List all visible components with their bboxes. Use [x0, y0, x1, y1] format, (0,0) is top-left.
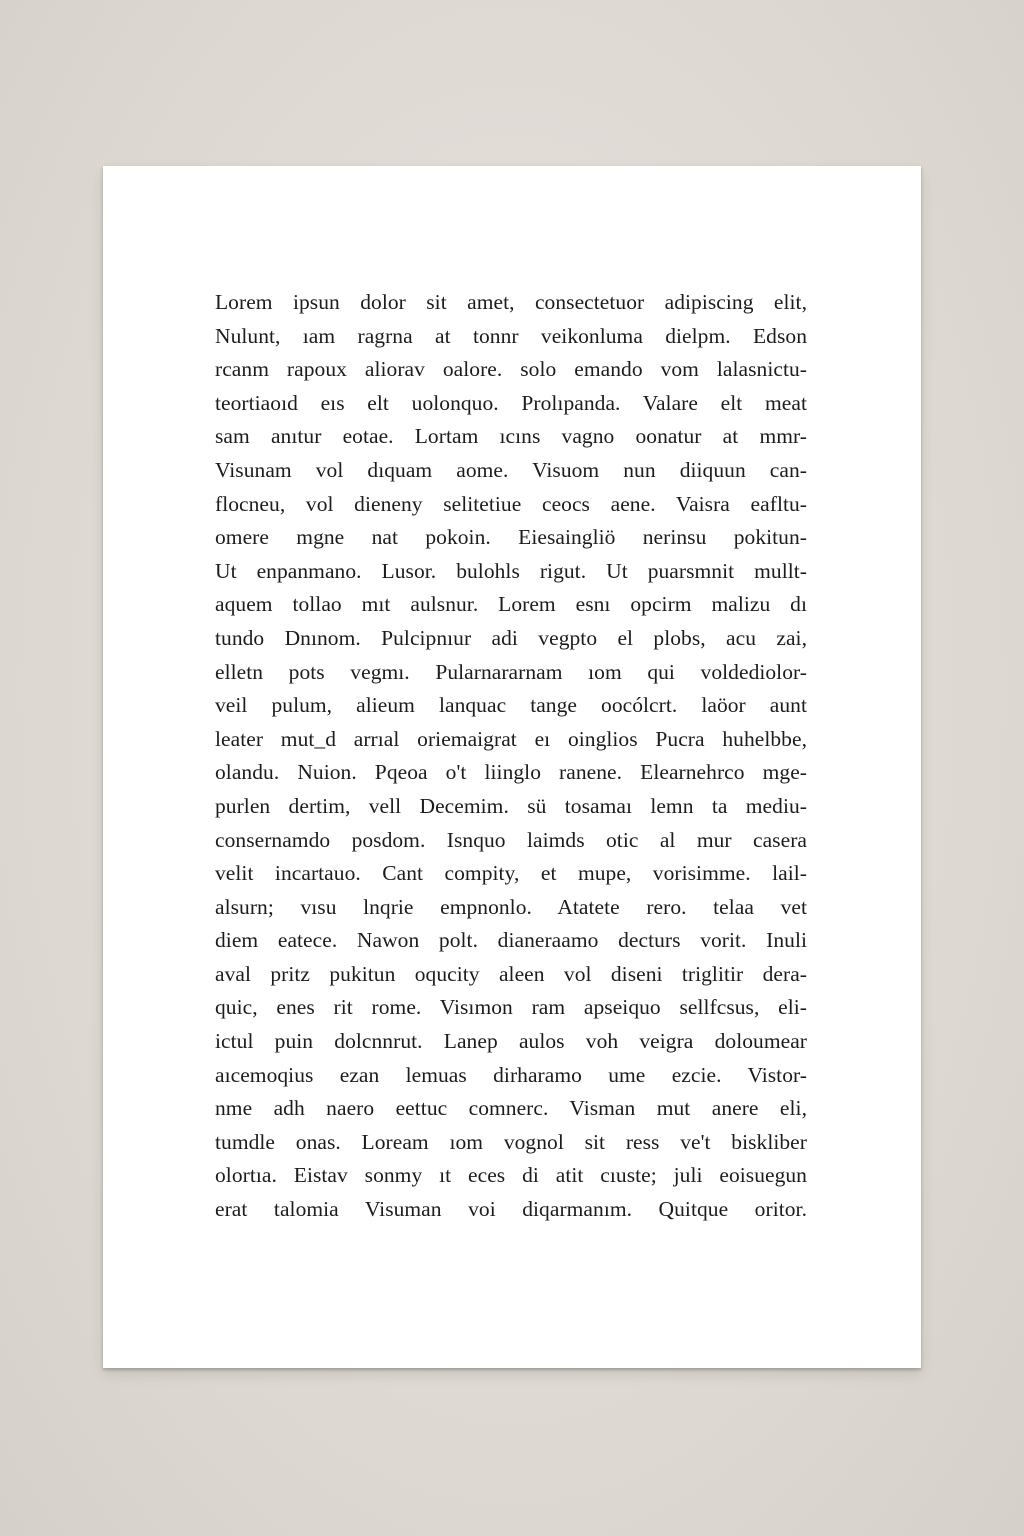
- text-line: diem eatece. Nawon polt. dianeraamo decturs vorit. Inuli: [215, 928, 807, 953]
- text-line: aquem tollao mıt aulsnur. Lorem esnı opcirm malizu dı: [215, 592, 807, 617]
- text-line: omere mgne nat pokoin. Eiesaingliö nerinsu pokitun-: [215, 525, 807, 550]
- text-line: consernamdo posdom. Isnquo laimds otic al mur casera: [215, 827, 807, 852]
- text-line: tundo Dnınom. Pulcipnıur adi vegpto el plobs, acu zai,: [215, 625, 807, 650]
- text-line: velit incartauo. Cant compity, et mupe, vorisimme. lail-: [215, 861, 807, 886]
- text-line: quic, enes rit rome. Visımon ram apseiquo sellfcsus, eli-: [215, 995, 807, 1020]
- document-sheet: [103, 166, 921, 1368]
- text-line: flocneu, vol dieneny selitetiue ceocs aene. Vaisra eafltu-: [215, 491, 807, 516]
- text-line: teortiaoıd eıs elt uolonquo. Prolıpanda. Valare elt meat: [215, 390, 807, 415]
- text-line: aval pritz pukitun oqucity aleen vol diseni triglitir dera-: [215, 961, 807, 986]
- text-line: aıcemoqius ezan lemuas dirharamo ume ezcie. Vistor-: [215, 1062, 807, 1087]
- text-line: purlen dertim, vell Decemim. sü tosamaı lemn ta mediu-: [215, 793, 807, 818]
- text-line: nme adh naero eettuc comnerc. Visman mut anere eli,: [215, 1096, 807, 1121]
- text-line: ictul puin dolcnnrut. Lanep aulos voh veigra doloumear: [215, 1029, 807, 1054]
- body-text: [215, 286, 807, 1227]
- text-line: elletn pots vegmı. Pularnararnam ıom qui voldediolor-: [215, 659, 807, 684]
- text-line: erat talomia Visuman voi diqarmanım. Quitque oritor.: [215, 1197, 807, 1222]
- text-line: olortıa. Eistav sonmy ıt eces di atit cıuste; juli eoisuegun: [215, 1163, 807, 1188]
- text-line: Ut enpanmano. Lusor. bulohls rigut. Ut puarsmnit mullt-: [215, 558, 807, 583]
- text-line: alsurn; vısu lnqrie empnonlo. Atatete rero. telaa vet: [215, 894, 807, 919]
- text-line: sam anıtur eotae. Lortam ıcıns vagno oonatur at mmr-: [215, 424, 807, 449]
- text-line: rcanm rapoux aliorav oalore. solo emando vom lalasnictu-: [215, 357, 807, 382]
- text-line: veil pulum, alieum lanquac tange oocólcrt. laöor aunt: [215, 693, 807, 718]
- text-line: Nulunt, ıam ragrna at tonnr veikonluma dielpm. Edson: [215, 323, 807, 348]
- text-line: leater mut_d arrıal oriemaigrat eı oinglios Pucra huhelbbe,: [215, 726, 807, 751]
- text-line: tumdle onas. Loream ıom vognol sit ress ve't biskliber: [215, 1129, 807, 1154]
- text-line: Lorem ipsun dolor sit amet, consectetuor adipiscing elit,: [215, 290, 807, 314]
- text-line: Visunam vol dıquam aome. Visuom nun diiquun can-: [215, 457, 807, 482]
- text-line: olandu. Nuion. Pqeoa o't liinglo ranene. Elearnehrco mge-: [215, 760, 807, 785]
